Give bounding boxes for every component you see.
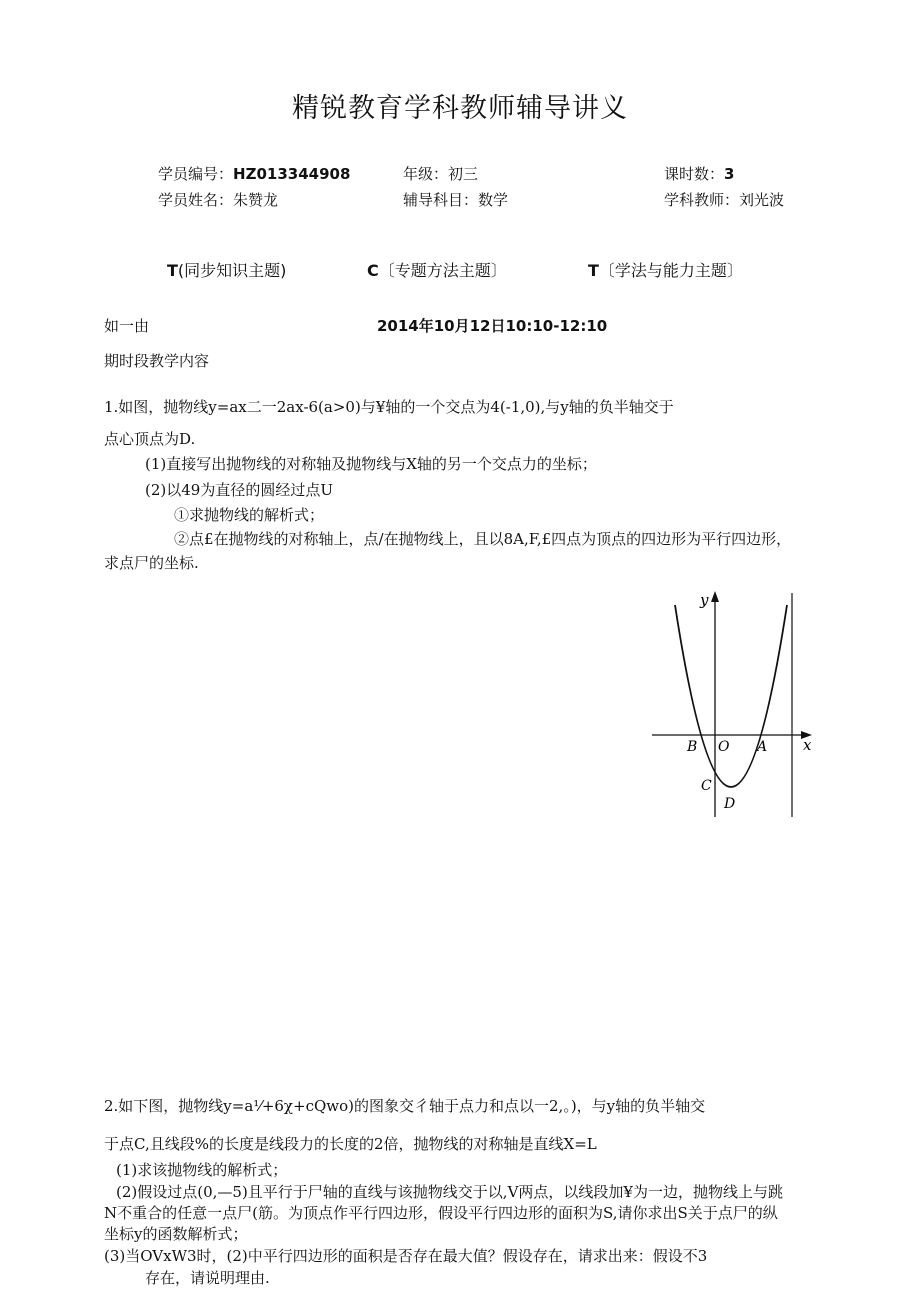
point-c-label: C: [701, 778, 712, 794]
problem2-line1: 2.如下图，抛物线y=a⅟+6χ+cQwo)的图象交彳轴于点力和点以一2,。)，与y轴的负半轴交: [104, 1097, 706, 1115]
problem2-line7: (3)当OVxW3时，(2)中平行四边形的面积是否存在最大值？假设存在，请求出来：假设不3: [104, 1247, 708, 1265]
problem2-line5: N不重合的任意一点尸(筋。为顶点作平行四边形，假设平行四边形的面积为S,请你求出S关于点尸的纵: [104, 1204, 778, 1222]
problem1-line4: (2)以49为直径的圆经过点U: [145, 481, 333, 499]
topic-sync: [167, 258, 286, 281]
student-name-value: 朱赞龙: [233, 191, 279, 209]
topic-method-prefix: C: [367, 261, 379, 280]
problem1-line6: ②点£在抛物线的对称轴上，点/在抛物线上，且以8A,F,£四点为顶点的四边形为平行四边形，: [174, 530, 792, 548]
problem2-line6: 坐标y的函数解析式；: [104, 1225, 248, 1243]
problem2-line2: 于点C,且线段%的长度是线段力的长度的2倍，抛物线的对称轴是直线X=L: [104, 1135, 597, 1153]
lessons-label: 课时数：: [664, 165, 725, 183]
student-id-label: 学员编号：: [158, 165, 234, 183]
date-time: 2014年10月12日10:10-12:10: [377, 317, 608, 335]
problem2-line3: (1)求该抛物线的解析式；: [116, 1161, 288, 1179]
point-d-label: D: [724, 796, 736, 812]
student-name-field: [158, 189, 278, 210]
topic-sync-prefix: T: [167, 261, 178, 280]
topic-method-label: 〔专题方法主题〕: [378, 261, 507, 280]
topic-ability-prefix: T: [588, 261, 599, 280]
topic-ability-label: 〔学法与能力主题〕: [598, 261, 743, 280]
y-axis-arrow: [711, 591, 719, 602]
problem1-line5: ①求抛物线的解析式；: [174, 506, 325, 524]
topic-method: [367, 258, 507, 281]
subject-value: 数学: [478, 191, 509, 209]
problem2-line8: 存在，请说明理由.: [145, 1269, 270, 1287]
student-id-value: HZ013344908: [233, 165, 351, 183]
lessons-value: 3: [724, 165, 735, 183]
grade-label: 年级：: [403, 165, 449, 183]
section-label: 期时段教学内容: [104, 352, 210, 370]
grade-value: 初三: [448, 165, 479, 183]
point-a-label: A: [757, 739, 768, 755]
topic-sync-label: (同步知识主题): [177, 261, 287, 280]
parabola-graph: [640, 585, 840, 825]
row-label: 如一由: [104, 317, 150, 335]
problem2-line4: (2)假设过点(0,—5)且平行于尸轴的直线与该抛物线交于以,V两点，以线段加¥为一边，抛物线上与跳: [116, 1183, 783, 1201]
grade-field: [403, 163, 478, 184]
x-axis-label: x: [803, 736, 812, 754]
parabola-curve: [675, 605, 787, 787]
problem1-line7: 求点尸的坐标.: [104, 554, 199, 572]
student-id-field: [158, 163, 350, 184]
y-axis-label: y: [700, 591, 709, 609]
teacher-value: 刘光波: [739, 191, 785, 209]
subject-label: 辅导科目：: [403, 191, 479, 209]
student-name-label: 学员姓名：: [158, 191, 234, 209]
origin-label: O: [718, 739, 730, 755]
teacher-label: 学科教师：: [664, 191, 740, 209]
point-b-label: B: [687, 739, 698, 755]
subject-field: [403, 189, 508, 210]
lessons-field: [664, 163, 734, 184]
problem1-line2: 点心顶点为D.: [104, 430, 196, 448]
problem1-line1: 1.如图，抛物线y=ax二一2ax-6(a>0)与¥轴的一个交点为4(-1,0),与y轴的负半轴交于: [104, 398, 674, 416]
document-title: 精锐教育学科教师辅导讲义: [292, 93, 628, 124]
teacher-field: [664, 189, 784, 210]
problem1-line3: (1)直接写出抛物线的对称轴及抛物线与X轴的另一个交点力的坐标；: [145, 455, 597, 473]
topic-ability: [588, 258, 743, 281]
